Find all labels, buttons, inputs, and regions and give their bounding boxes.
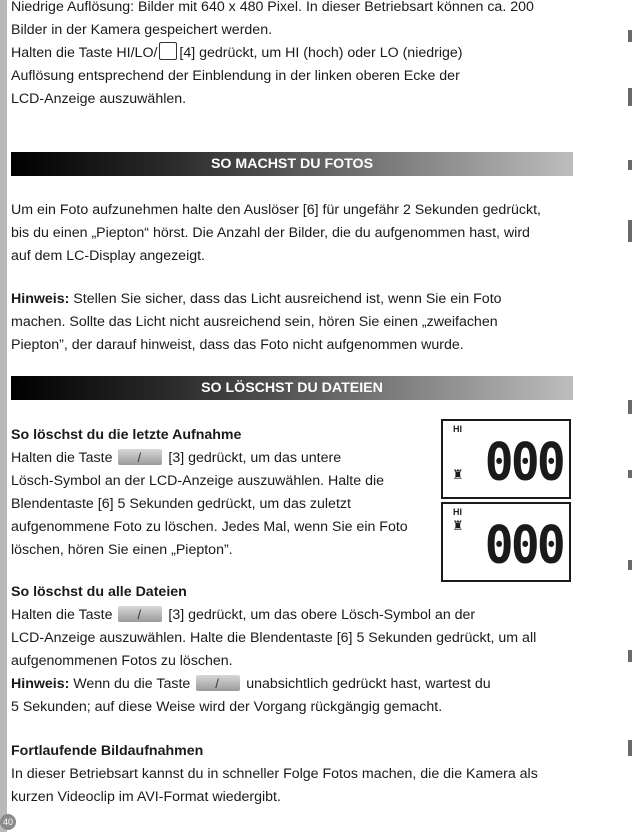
lcd-display-bottom — [441, 502, 571, 582]
hint-line: machen. Sollte das Licht nicht ausreichend sein, hören Sie einen „zweifachen — [11, 314, 498, 330]
hint-label: Hinweis: — [11, 676, 70, 692]
body-line: Um ein Foto aufzunehmen halte den Auslöser [6] für ungefähr 2 Sekunden gedrückt, — [11, 202, 542, 218]
trash-icon: ♜ — [452, 467, 464, 482]
intro-line: Halten die Taste HI/LO/ [4] gedrückt, um HI (hoch) oder LO (niedrige) — [11, 42, 576, 65]
body-line: In dieser Betriebsart kannst du in schneller Folge Fotos machen, die die Kamera als — [11, 766, 538, 782]
delete-all-block — [11, 581, 576, 719]
intro-line: Auflösung entsprechend der Einblendung in der linken oberen Ecke der — [11, 68, 460, 84]
photos-hint — [11, 288, 576, 357]
section-heading-photos: SO MACHST DU FOTOS — [11, 152, 573, 176]
hint-line: Hinweis: Stellen Sie sicher, dass das Licht ausreichend ist, wenn Sie ein Foto — [11, 291, 502, 307]
body-line: Halten die Taste / [3] gedrückt, um das obere Lösch-Symbol an der — [11, 604, 576, 627]
lcd-counter: 000 — [484, 433, 563, 493]
page-edge-strip — [0, 0, 7, 832]
hint-line: Piepton”, der darauf hinweist, dass das Foto nicht aufgenommen wurde. — [11, 337, 464, 353]
section-heading-delete: SO LÖSCHST DU DATEIEN — [11, 376, 573, 400]
subheading-delete-last: So löschst du die letzte Aufnahme — [11, 427, 242, 443]
delete-button-icon — [118, 449, 162, 465]
delete-button-icon — [196, 675, 240, 691]
photos-paragraph — [11, 199, 576, 268]
body-line: löschen, hören Sie einen „Piepton”. — [11, 542, 233, 558]
lcd-display-top — [441, 419, 571, 499]
body-line: LCD-Anzeige auszuwählen. Halte die Blendentaste [6] 5 Sekunden gedrückt, um all — [11, 630, 537, 646]
intro-line: Bilder in der Kamera gespeichert werden. — [11, 22, 273, 38]
lcd-mode-label: HI — [453, 507, 462, 517]
intro-line: LCD-Anzeige auszuwählen. — [11, 91, 187, 107]
adjacent-page-edge — [626, 0, 633, 832]
hint-line: Hinweis: Wenn du die Taste / unabsichtlich gedrückt hast, wartest du — [11, 673, 576, 696]
body-line: kurzen Videoclip im AVI-Format wiedergibt. — [11, 789, 281, 805]
intro-line: Niedrige Auflösung: Bilder mit 640 x 480 Pixel. In dieser Betriebsart können ca. 200 — [11, 0, 534, 15]
body-line: bis du einen „Piepton“ hörst. Die Anzahl der Bilder, die du aufgenommen hast, wird — [11, 225, 530, 241]
continuous-block — [11, 740, 576, 809]
intro-paragraph — [11, 0, 576, 111]
body-line: Lösch-Symbol an der LCD-Anzeige auszuwählen. Halte die — [11, 473, 385, 489]
delete-button-icon — [118, 606, 162, 622]
lcd-counter: 000 — [484, 516, 563, 576]
hi-lo-button-icon — [159, 42, 177, 60]
hint-line: 5 Sekunden; auf diese Weise wird der Vorgang rückgängig gemacht. — [11, 699, 443, 715]
subheading-continuous: Fortlaufende Bildaufnahmen — [11, 743, 204, 759]
body-line: aufgenommene Foto zu löschen. Jedes Mal, wenn Sie ein Foto — [11, 519, 408, 535]
hint-label: Hinweis: — [11, 291, 70, 307]
lcd-mode-label: HI — [453, 424, 462, 434]
body-line: aufgenommenen Fotos zu löschen. — [11, 653, 233, 669]
page-number: 40 — [0, 814, 16, 830]
body-line: auf dem LC-Display angezeigt. — [11, 248, 205, 264]
body-line: Blendentaste [6] 5 Sekunden gedrückt, um das zuletzt — [11, 496, 351, 512]
trash-icon: ♜ — [452, 518, 464, 533]
body-line: Halten die Taste / [3] gedrückt, um das untere — [11, 447, 576, 470]
subheading-delete-all: So löschst du alle Dateien — [11, 584, 187, 600]
